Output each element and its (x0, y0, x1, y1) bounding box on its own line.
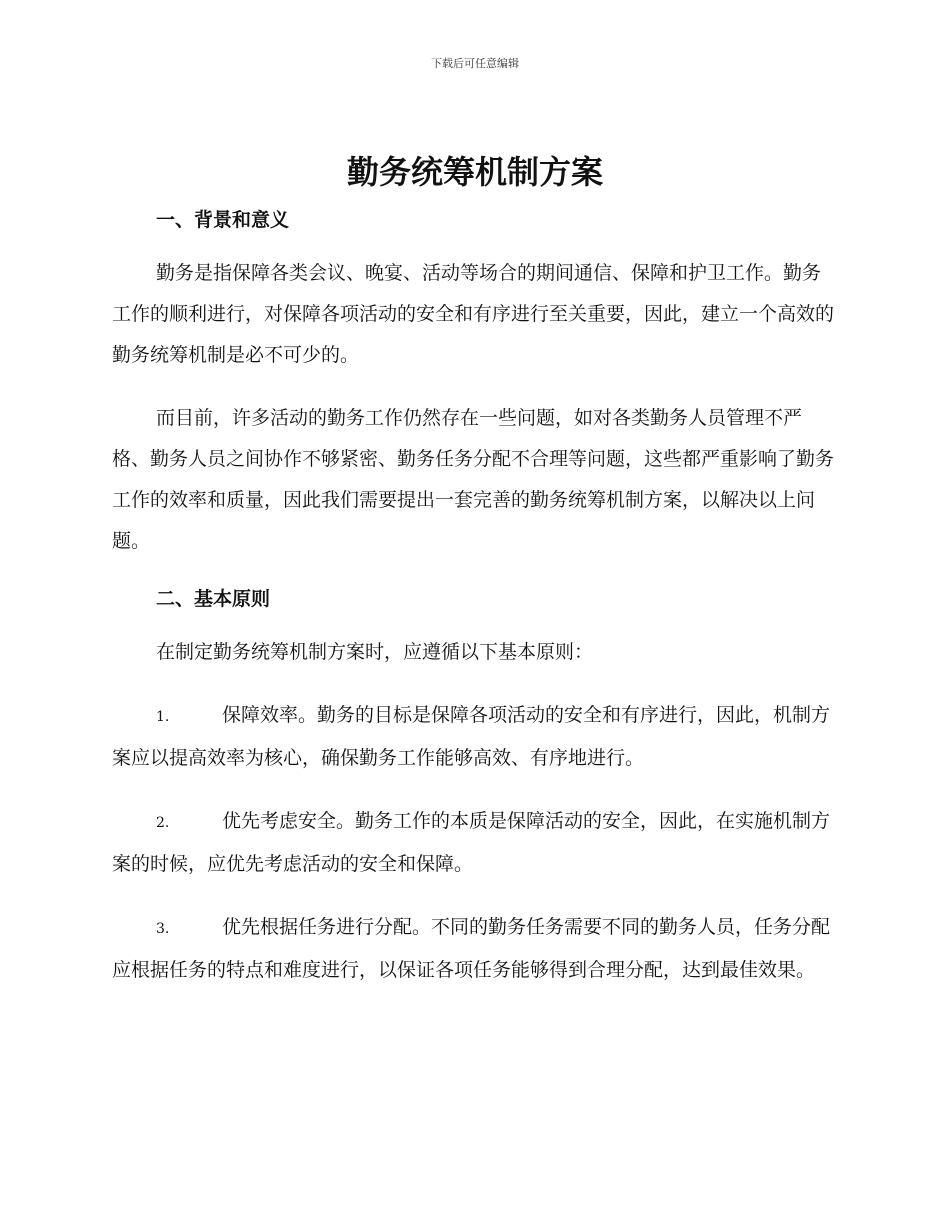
list-item-text: 优先根据任务进行分配。不同的勤务任务需要不同的勤务人员，任务分配应根据任务的特点和难度进行，以保证各项任务能够得到合理分配，达到最佳效果。 (112, 916, 831, 981)
list-number: 2. (156, 815, 170, 831)
section-1-heading: 一、背景和意义 (156, 209, 290, 231)
document-title: 勤务统筹机制方案 (346, 153, 603, 191)
document-body (112, 205, 834, 991)
list-number: 1. (156, 709, 170, 725)
list-item-text: 优先考虑安全。勤务工作的本质是保障活动的安全，因此，在实施机制方案的时候，应优先考虑活动的安全和保障。 (112, 810, 831, 875)
principle-item-2 (112, 801, 834, 885)
page-header-note: 下载后可任意编辑 (431, 57, 519, 70)
section-2-heading: 二、基本原则 (156, 588, 271, 610)
section-2-intro: 在制定勤务统筹机制方案时，应遵循以下基本原则： (156, 641, 594, 663)
list-item-text: 保障效率。勤务的目标是保障各项活动的安全和有序进行，因此，机制方案应以提高效率为核心，确保勤务工作能够高效、有序地进行。 (112, 704, 831, 769)
principle-item-1 (112, 695, 834, 779)
section-1-paragraph-1: 勤务是指保障各类会议、晚宴、活动等场合的期间通信、保障和护卫工作。勤务工作的顺利进行，对保障各项活动的安全和有序进行至关重要，因此，建立一个高效的勤务统筹机制是必不可少的。 (112, 262, 835, 366)
section-1-paragraph-2: 而目前，许多活动的勤务工作仍然存在一些问题，如对各类勤务人员管理不严格、勤务人员之间协作不够紧密、勤务任务分配不合理等问题，这些都严重影响了勤务工作的效率和质量，因此我们需要提出一套完善的勤务统筹机制方案，以解决以上问题。 (112, 407, 835, 552)
list-number: 3. (156, 921, 170, 937)
principle-item-3 (112, 907, 834, 991)
